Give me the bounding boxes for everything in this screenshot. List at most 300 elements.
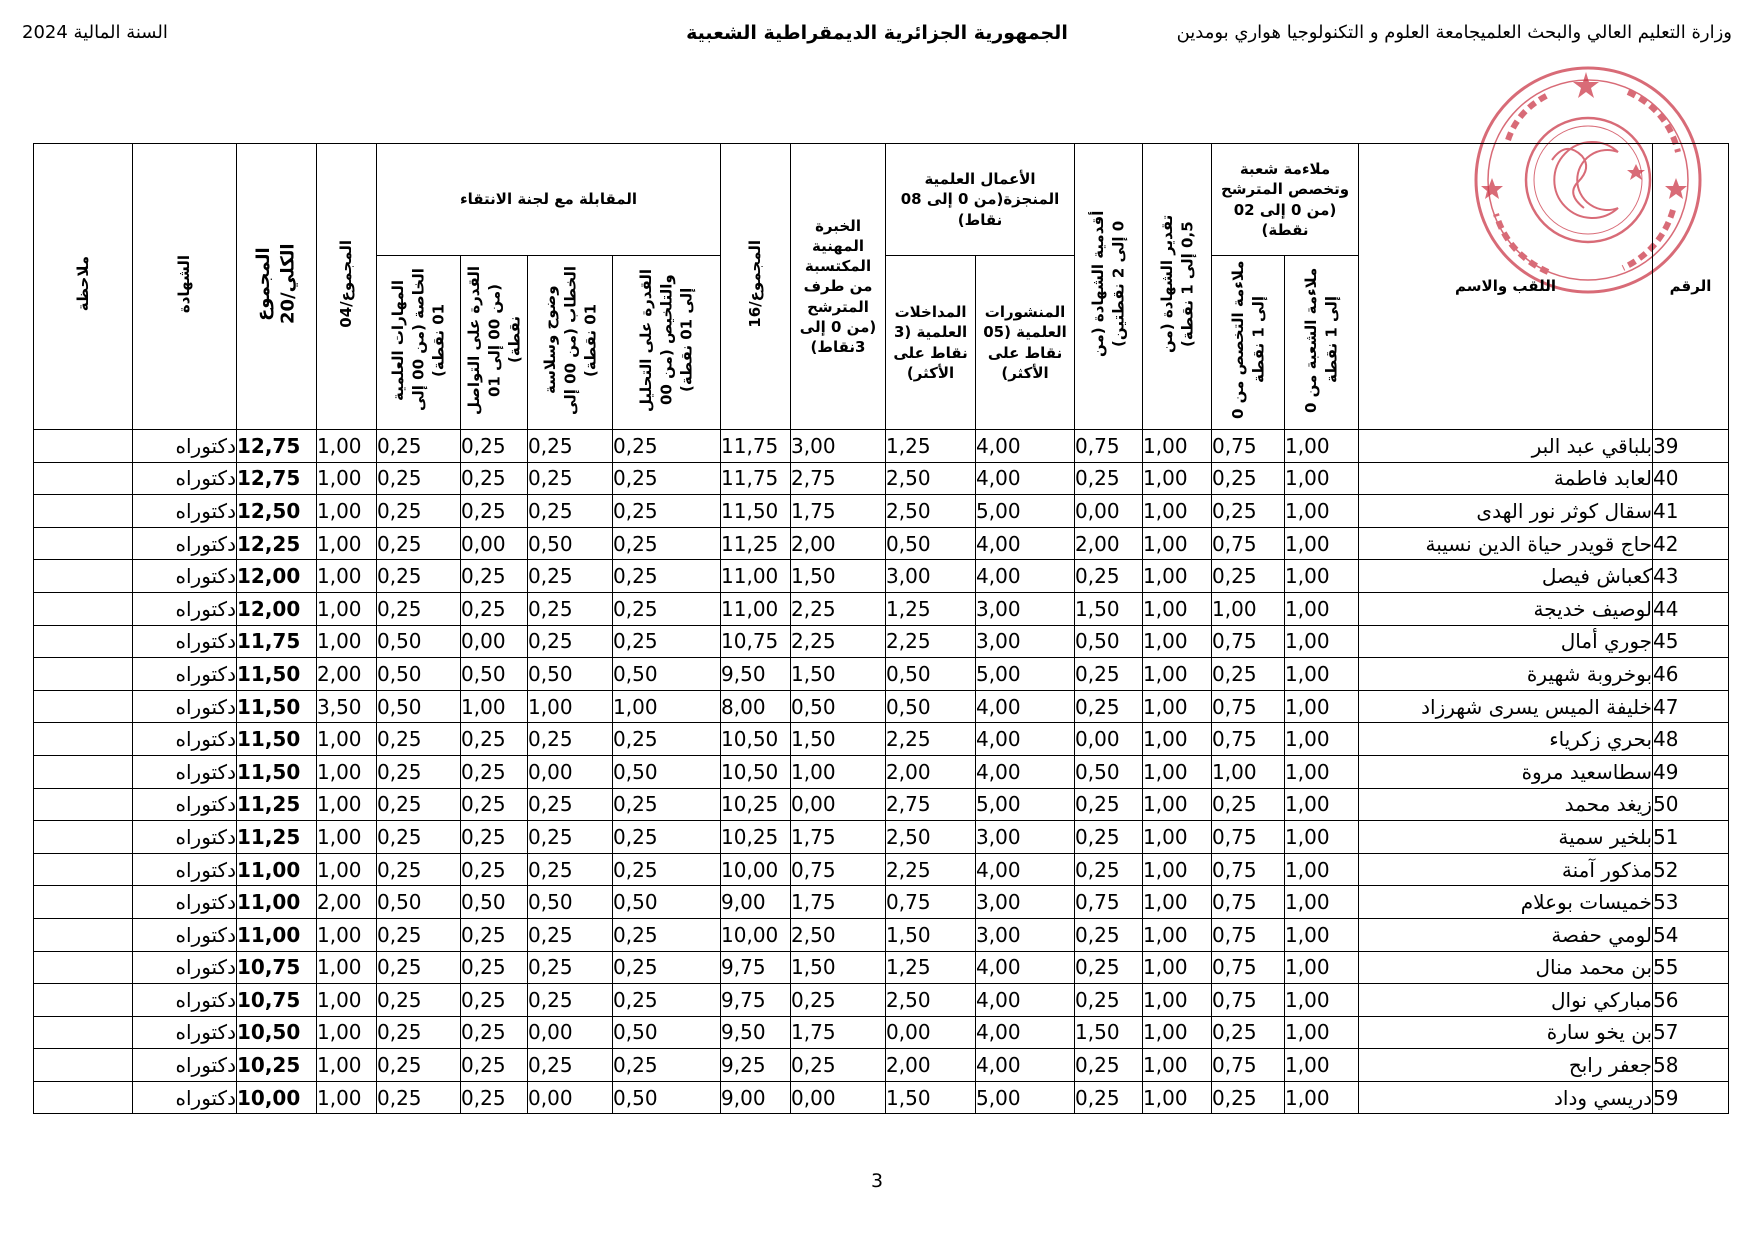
publications-cell: 4,00 [976, 1049, 1075, 1082]
certificate-cell: دكتوراه [133, 625, 237, 658]
communication-cell: 0,25 [461, 951, 528, 984]
analysis-cell: 0,25 [613, 430, 721, 463]
degree-seniority-cell: 2,00 [1075, 527, 1143, 560]
fit-specialty-cell: 0,25 [1212, 658, 1285, 691]
certificate-cell: دكتوراه [133, 918, 237, 951]
table-row [34, 495, 1729, 528]
degree-grade-cell: 1,00 [1143, 560, 1212, 593]
subtotal16-cell: 9,75 [721, 984, 791, 1017]
total20-cell: 10,75 [237, 984, 317, 1017]
certificate-cell: دكتوراه [133, 755, 237, 788]
table-row [34, 723, 1729, 756]
communications-cell: 2,50 [886, 495, 976, 528]
experience-cell: 0,50 [791, 690, 886, 723]
header-works-group: الأعمال العلمية المنجزة(من 0 إلى 08 نقاط) [886, 144, 1075, 256]
skills-cell: 0,25 [377, 918, 461, 951]
subtotal4-cell: 1,00 [317, 918, 377, 951]
subtotal16-cell: 10,50 [721, 755, 791, 788]
degree-seniority-cell: 0,25 [1075, 1049, 1143, 1082]
header-subtotal16-text: المجموع/16 [746, 240, 765, 328]
remark-cell [34, 462, 133, 495]
header-degree-grade-text: تقدير الشهادة (من 0,5 إلى 1 نقطة) [1157, 214, 1197, 354]
remark-cell [34, 918, 133, 951]
communications-cell: 1,50 [886, 1081, 976, 1114]
degree-grade-cell: 1,00 [1143, 984, 1212, 1017]
fit-branch-cell: 1,00 [1285, 853, 1359, 886]
degree-seniority-cell: 0,25 [1075, 658, 1143, 691]
fit-specialty-cell: 0,75 [1212, 951, 1285, 984]
analysis-cell: 0,25 [613, 788, 721, 821]
analysis-cell: 0,50 [613, 755, 721, 788]
certificate-cell: دكتوراه [133, 658, 237, 691]
table-row [34, 886, 1729, 919]
row-number-cell: 54 [1653, 918, 1729, 951]
degree-grade-cell: 1,00 [1143, 886, 1212, 919]
table-row [34, 1016, 1729, 1049]
analysis-cell: 0,50 [613, 1016, 721, 1049]
degree-seniority-cell: 0,00 [1075, 723, 1143, 756]
fit-specialty-cell: 0,75 [1212, 821, 1285, 854]
header-communication [461, 256, 528, 430]
table-row [34, 788, 1729, 821]
subtotal16-cell: 9,75 [721, 951, 791, 984]
fit-branch-cell: 1,00 [1285, 430, 1359, 463]
communication-cell: 0,25 [461, 1016, 528, 1049]
fit-branch-cell: 1,00 [1285, 918, 1359, 951]
publications-cell: 3,00 [976, 886, 1075, 919]
degree-seniority-cell: 0,50 [1075, 755, 1143, 788]
table-row [34, 625, 1729, 658]
subtotal16-cell: 10,50 [721, 723, 791, 756]
degree-seniority-cell: 0,50 [1075, 625, 1143, 658]
subtotal4-cell: 1,00 [317, 625, 377, 658]
degree-seniority-cell: 0,25 [1075, 918, 1143, 951]
fiscal-year-header: السنة المالية 2024 [22, 22, 168, 43]
candidate-name-cell: بن يخو سارة [1359, 1016, 1653, 1049]
candidate-name-cell: لعابد فاطمة [1359, 462, 1653, 495]
total20-cell: 12,00 [237, 592, 317, 625]
header-remark-text: ملاحظة [73, 256, 92, 312]
certificate-cell: دكتوراه [133, 1081, 237, 1114]
candidate-name-cell: سطاسعيد مروة [1359, 755, 1653, 788]
analysis-cell: 0,50 [613, 1081, 721, 1114]
header-interview-group: المقابلة مع لجنة الانتقاء [377, 144, 721, 256]
table-row [34, 918, 1729, 951]
total20-cell: 11,50 [237, 755, 317, 788]
degree-grade-cell: 1,00 [1143, 690, 1212, 723]
communication-cell: 0,25 [461, 853, 528, 886]
remark-cell [34, 560, 133, 593]
row-number-cell: 57 [1653, 1016, 1729, 1049]
experience-cell: 2,25 [791, 592, 886, 625]
header-clarity [528, 256, 613, 430]
publications-cell: 4,00 [976, 1016, 1075, 1049]
subtotal4-cell: 1,00 [317, 560, 377, 593]
scores-table [33, 143, 1729, 1114]
remark-cell [34, 1081, 133, 1114]
row-number-cell: 59 [1653, 1081, 1729, 1114]
degree-seniority-cell: 0,00 [1075, 495, 1143, 528]
row-number-cell: 49 [1653, 755, 1729, 788]
fit-specialty-cell: 0,25 [1212, 560, 1285, 593]
subtotal16-cell: 10,75 [721, 625, 791, 658]
experience-cell: 1,75 [791, 821, 886, 854]
fit-specialty-cell: 0,25 [1212, 1016, 1285, 1049]
analysis-cell: 0,25 [613, 918, 721, 951]
clarity-cell: 0,00 [528, 1016, 613, 1049]
subtotal16-cell: 11,25 [721, 527, 791, 560]
fit-specialty-cell: 0,75 [1212, 1049, 1285, 1082]
publications-cell: 5,00 [976, 1081, 1075, 1114]
degree-grade-cell: 1,00 [1143, 755, 1212, 788]
header-name: اللقب والاسم [1359, 144, 1653, 430]
skills-cell: 0,50 [377, 658, 461, 691]
communications-cell: 0,00 [886, 1016, 976, 1049]
communications-cell: 1,25 [886, 951, 976, 984]
degree-seniority-cell: 1,50 [1075, 1016, 1143, 1049]
total20-cell: 11,00 [237, 886, 317, 919]
subtotal4-cell: 1,00 [317, 723, 377, 756]
candidate-name-cell: بلخير سمية [1359, 821, 1653, 854]
fit-specialty-cell: 0,25 [1212, 495, 1285, 528]
table-row [34, 658, 1729, 691]
communications-cell: 2,25 [886, 723, 976, 756]
communication-cell: 0,25 [461, 984, 528, 1017]
skills-cell: 0,50 [377, 625, 461, 658]
row-number-cell: 56 [1653, 984, 1729, 1017]
experience-cell: 2,75 [791, 462, 886, 495]
clarity-cell: 0,25 [528, 853, 613, 886]
fit-branch-cell: 1,00 [1285, 690, 1359, 723]
candidate-name-cell: كعباش فيصل [1359, 560, 1653, 593]
row-number-cell: 58 [1653, 1049, 1729, 1082]
publications-cell: 4,00 [976, 755, 1075, 788]
skills-cell: 0,25 [377, 853, 461, 886]
total20-cell: 11,00 [237, 918, 317, 951]
fit-branch-cell: 1,00 [1285, 1081, 1359, 1114]
degree-seniority-cell: 0,25 [1075, 984, 1143, 1017]
communication-cell: 0,25 [461, 592, 528, 625]
degree-grade-cell: 1,00 [1143, 821, 1212, 854]
fit-specialty-cell: 0,75 [1212, 984, 1285, 1017]
subtotal16-cell: 9,25 [721, 1049, 791, 1082]
table-row [34, 853, 1729, 886]
candidate-name-cell: حاج قويدر حياة الدين نسيبة [1359, 527, 1653, 560]
experience-cell: 1,75 [791, 495, 886, 528]
table-row [34, 592, 1729, 625]
subtotal4-cell: 1,00 [317, 495, 377, 528]
remark-cell [34, 625, 133, 658]
header-subtotal4 [317, 144, 377, 430]
publications-cell: 4,00 [976, 984, 1075, 1017]
total20-cell: 11,25 [237, 821, 317, 854]
table-row [34, 1049, 1729, 1082]
subtotal16-cell: 10,25 [721, 788, 791, 821]
communications-cell: 0,75 [886, 886, 976, 919]
publications-cell: 3,00 [976, 592, 1075, 625]
degree-seniority-cell: 0,25 [1075, 690, 1143, 723]
certificate-cell: دكتوراه [133, 788, 237, 821]
experience-cell: 1,50 [791, 723, 886, 756]
total20-cell: 10,50 [237, 1016, 317, 1049]
candidate-name-cell: زيغد محمد [1359, 788, 1653, 821]
remark-cell [34, 690, 133, 723]
skills-cell: 0,25 [377, 951, 461, 984]
subtotal16-cell: 11,75 [721, 430, 791, 463]
communications-cell: 2,50 [886, 821, 976, 854]
total20-cell: 11,50 [237, 690, 317, 723]
header-fit-group: ملاءمة شعبة وتخصص المترشح (من 0 إلى 02 نقطة) [1212, 144, 1359, 256]
clarity-cell: 0,50 [528, 886, 613, 919]
total20-cell: 10,00 [237, 1081, 317, 1114]
total20-cell: 12,50 [237, 495, 317, 528]
remark-cell [34, 853, 133, 886]
communication-cell: 0,25 [461, 462, 528, 495]
ministry-header: وزارة التعليم العالي والبحث العلميجامعة العلوم و التكنولوجيا هواري بومدين [1176, 22, 1732, 43]
communications-cell: 1,25 [886, 430, 976, 463]
analysis-cell: 0,25 [613, 951, 721, 984]
certificate-cell: دكتوراه [133, 853, 237, 886]
clarity-cell: 0,50 [528, 658, 613, 691]
degree-grade-cell: 1,00 [1143, 462, 1212, 495]
fit-specialty-cell: 0,75 [1212, 430, 1285, 463]
degree-grade-cell: 1,00 [1143, 951, 1212, 984]
publications-cell: 5,00 [976, 788, 1075, 821]
analysis-cell: 0,25 [613, 853, 721, 886]
communications-cell: 1,50 [886, 918, 976, 951]
publications-cell: 4,00 [976, 853, 1075, 886]
fit-specialty-cell: 0,75 [1212, 886, 1285, 919]
skills-cell: 0,25 [377, 560, 461, 593]
subtotal16-cell: 11,00 [721, 592, 791, 625]
fit-branch-cell: 1,00 [1285, 723, 1359, 756]
degree-seniority-cell: 0,75 [1075, 886, 1143, 919]
row-number-cell: 52 [1653, 853, 1729, 886]
communications-cell: 3,00 [886, 560, 976, 593]
skills-cell: 0,25 [377, 1049, 461, 1082]
degree-seniority-cell: 0,25 [1075, 788, 1143, 821]
publications-cell: 3,00 [976, 821, 1075, 854]
row-number-cell: 43 [1653, 560, 1729, 593]
analysis-cell: 0,25 [613, 625, 721, 658]
fit-specialty-cell: 0,75 [1212, 625, 1285, 658]
total20-cell: 10,75 [237, 951, 317, 984]
communications-cell: 2,50 [886, 984, 976, 1017]
fit-branch-cell: 1,00 [1285, 821, 1359, 854]
publications-cell: 4,00 [976, 462, 1075, 495]
candidate-name-cell: جوري أمال [1359, 625, 1653, 658]
skills-cell: 0,25 [377, 495, 461, 528]
fit-branch-cell: 1,00 [1285, 755, 1359, 788]
experience-cell: 1,75 [791, 886, 886, 919]
fit-branch-cell: 1,00 [1285, 951, 1359, 984]
candidate-name-cell: خميسات بوعلام [1359, 886, 1653, 919]
header-degree-seniority [1075, 144, 1143, 430]
communication-cell: 0,25 [461, 723, 528, 756]
fit-branch-cell: 1,00 [1285, 984, 1359, 1017]
subtotal4-cell: 1,00 [317, 430, 377, 463]
subtotal4-cell: 1,00 [317, 462, 377, 495]
communications-cell: 2,75 [886, 788, 976, 821]
communication-cell: 0,25 [461, 495, 528, 528]
total20-cell: 11,50 [237, 723, 317, 756]
table-row [34, 430, 1729, 463]
communication-cell: 0,50 [461, 886, 528, 919]
header-total20 [237, 144, 317, 430]
table-row [34, 984, 1729, 1017]
experience-cell: 1,00 [791, 755, 886, 788]
candidate-name-cell: بوخروبة شهيرة [1359, 658, 1653, 691]
subtotal16-cell: 10,25 [721, 821, 791, 854]
experience-cell: 1,50 [791, 658, 886, 691]
communication-cell: 0,25 [461, 560, 528, 593]
degree-grade-cell: 1,00 [1143, 853, 1212, 886]
degree-seniority-cell: 0,25 [1075, 560, 1143, 593]
analysis-cell: 0,25 [613, 462, 721, 495]
degree-grade-cell: 1,00 [1143, 788, 1212, 821]
publications-cell: 4,00 [976, 527, 1075, 560]
analysis-cell: 0,25 [613, 527, 721, 560]
communication-cell: 0,25 [461, 1049, 528, 1082]
republic-header: الجمهورية الجزائرية الديمقراطية الشعبية [686, 22, 1068, 44]
publications-cell: 3,00 [976, 625, 1075, 658]
analysis-cell: 0,25 [613, 592, 721, 625]
fit-branch-cell: 1,00 [1285, 495, 1359, 528]
experience-cell: 0,25 [791, 984, 886, 1017]
certificate-cell: دكتوراه [133, 430, 237, 463]
experience-cell: 2,50 [791, 918, 886, 951]
subtotal16-cell: 8,00 [721, 690, 791, 723]
certificate-cell: دكتوراه [133, 951, 237, 984]
table-row [34, 1081, 1729, 1114]
fit-branch-cell: 1,00 [1285, 886, 1359, 919]
row-number-cell: 55 [1653, 951, 1729, 984]
header-analysis-text: القدرة على التحليل والتلخيص (من 00 إلى 01 نقطة) [637, 268, 696, 412]
header-fit-branch-text: ملاءمة الشعبة من 0 إلى 1 نقطة [1302, 267, 1341, 413]
fit-specialty-cell: 0,25 [1212, 788, 1285, 821]
communication-cell: 0,50 [461, 658, 528, 691]
fit-branch-cell: 1,00 [1285, 1016, 1359, 1049]
row-number-cell: 40 [1653, 462, 1729, 495]
candidate-name-cell: مباركي نوال [1359, 984, 1653, 1017]
subtotal16-cell: 10,00 [721, 853, 791, 886]
communication-cell: 0,25 [461, 755, 528, 788]
certificate-cell: دكتوراه [133, 462, 237, 495]
remark-cell [34, 788, 133, 821]
analysis-cell: 0,25 [613, 1049, 721, 1082]
row-number-cell: 46 [1653, 658, 1729, 691]
clarity-cell: 0,50 [528, 527, 613, 560]
fit-branch-cell: 1,00 [1285, 462, 1359, 495]
fit-branch-cell: 1,00 [1285, 625, 1359, 658]
skills-cell: 0,25 [377, 1081, 461, 1114]
remark-cell [34, 821, 133, 854]
header-fit-specialty-text: ملاءمة التخصص من 0 إلى 1 نقطة [1228, 260, 1268, 420]
header-subtotal16 [721, 144, 791, 430]
candidate-name-cell: لومي حفصة [1359, 918, 1653, 951]
communication-cell: 0,25 [461, 430, 528, 463]
subtotal4-cell: 1,00 [317, 788, 377, 821]
experience-cell: 1,50 [791, 560, 886, 593]
candidate-name-cell: سقال كوثر نور الهدى [1359, 495, 1653, 528]
clarity-cell: 0,25 [528, 821, 613, 854]
certificate-cell: دكتوراه [133, 723, 237, 756]
subtotal4-cell: 1,00 [317, 1016, 377, 1049]
table-body [34, 430, 1729, 1114]
candidate-name-cell: مذكور آمنة [1359, 853, 1653, 886]
communications-cell: 1,25 [886, 592, 976, 625]
subtotal4-cell: 1,00 [317, 755, 377, 788]
degree-grade-cell: 1,00 [1143, 495, 1212, 528]
fit-specialty-cell: 0,25 [1212, 1081, 1285, 1114]
degree-seniority-cell: 0,25 [1075, 853, 1143, 886]
total20-cell: 11,75 [237, 625, 317, 658]
row-number-cell: 50 [1653, 788, 1729, 821]
analysis-cell: 0,25 [613, 821, 721, 854]
header-publications: المنشورات العلمية (05 نقاط على الأكثر) [976, 256, 1075, 430]
experience-cell: 0,00 [791, 1081, 886, 1114]
certificate-cell: دكتوراه [133, 592, 237, 625]
table-row [34, 560, 1729, 593]
analysis-cell: 0,25 [613, 984, 721, 1017]
header-subtotal4-text: المجموع/04 [337, 240, 356, 328]
remark-cell [34, 984, 133, 1017]
clarity-cell: 0,25 [528, 1049, 613, 1082]
degree-grade-cell: 1,00 [1143, 527, 1212, 560]
communication-cell: 1,00 [461, 690, 528, 723]
subtotal4-cell: 1,00 [317, 853, 377, 886]
header-total20-text: المجموع الكلي/20 [253, 243, 299, 325]
degree-seniority-cell: 0,25 [1075, 821, 1143, 854]
publications-cell: 4,00 [976, 951, 1075, 984]
skills-cell: 0,25 [377, 821, 461, 854]
communications-cell: 0,50 [886, 690, 976, 723]
communications-cell: 2,00 [886, 755, 976, 788]
communication-cell: 0,25 [461, 821, 528, 854]
publications-cell: 5,00 [976, 495, 1075, 528]
candidate-name-cell: بلباقي عبد البر [1359, 430, 1653, 463]
skills-cell: 0,25 [377, 755, 461, 788]
certificate-cell: دكتوراه [133, 690, 237, 723]
fit-branch-cell: 1,00 [1285, 592, 1359, 625]
fit-branch-cell: 1,00 [1285, 658, 1359, 691]
analysis-cell: 0,50 [613, 886, 721, 919]
subtotal16-cell: 9,00 [721, 886, 791, 919]
analysis-cell: 0,25 [613, 495, 721, 528]
publications-cell: 4,00 [976, 723, 1075, 756]
skills-cell: 0,25 [377, 527, 461, 560]
total20-cell: 11,25 [237, 788, 317, 821]
total20-cell: 11,00 [237, 853, 317, 886]
skills-cell: 0,25 [377, 788, 461, 821]
subtotal16-cell: 10,00 [721, 918, 791, 951]
degree-grade-cell: 1,00 [1143, 430, 1212, 463]
subtotal4-cell: 1,00 [317, 821, 377, 854]
page-number: 3 [870, 1170, 884, 1192]
row-number-cell: 41 [1653, 495, 1729, 528]
degree-grade-cell: 1,00 [1143, 1016, 1212, 1049]
clarity-cell: 0,00 [528, 755, 613, 788]
subtotal4-cell: 1,00 [317, 1049, 377, 1082]
remark-cell [34, 495, 133, 528]
fit-specialty-cell: 0,75 [1212, 527, 1285, 560]
fit-branch-cell: 1,00 [1285, 527, 1359, 560]
publications-cell: 4,00 [976, 430, 1075, 463]
clarity-cell: 0,25 [528, 723, 613, 756]
degree-grade-cell: 1,00 [1143, 1049, 1212, 1082]
row-number-cell: 39 [1653, 430, 1729, 463]
degree-grade-cell: 1,00 [1143, 625, 1212, 658]
